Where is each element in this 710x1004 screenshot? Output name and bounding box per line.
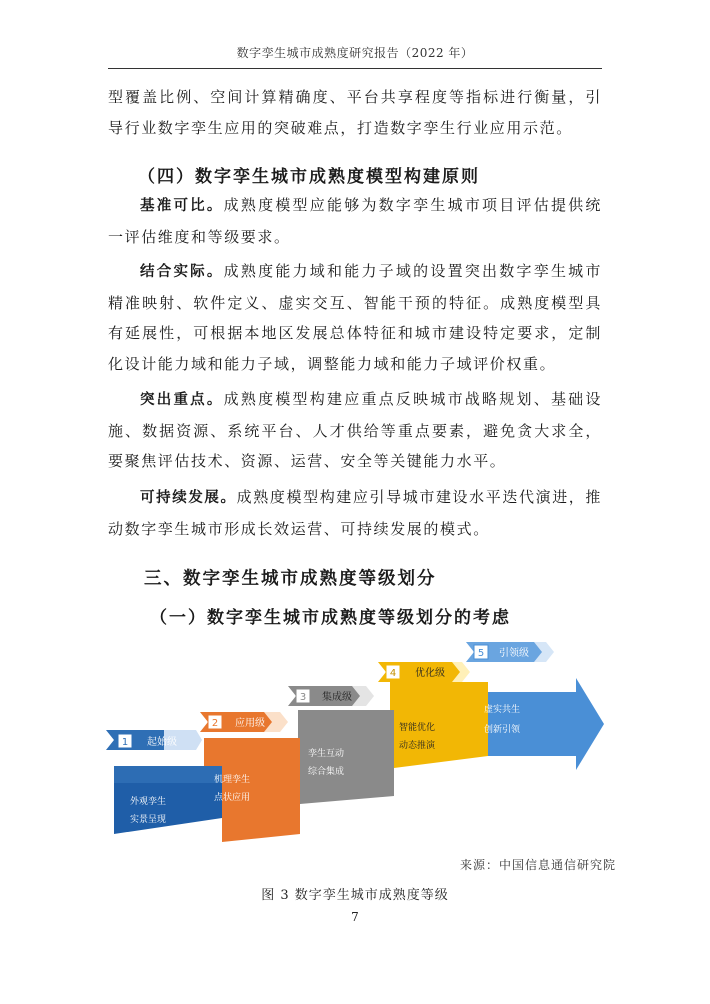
level-2-number: 2	[211, 718, 219, 729]
subsection-heading: （一）数字孪生城市成熟度等级划分的考虑	[150, 608, 511, 628]
level-4-number: 4	[389, 668, 397, 679]
principle-text-2: 成熟度能力域和能力子域的设置突出数字孪生城市精准映射、软件定义、虚实交互、智能干预的特征。成熟度模型具有延展性，可根据本地区发展总体特征和城市建设特定要求，定制化设计能力域和能力子域，调整能力域和能力子域评价权重。	[108, 262, 603, 373]
level-1-desc-2: 实景呈现	[129, 815, 167, 825]
principle-lead-1: 基准可比。	[140, 198, 224, 214]
figure-source: 来源：中国信息通信研究院	[459, 858, 616, 872]
level-3-desc-1: 孪生互动	[307, 749, 345, 759]
level-5-number: 5	[477, 648, 485, 659]
staircase-svg	[104, 638, 606, 854]
level-1-name: 起始级	[147, 737, 177, 748]
level-4-step	[378, 662, 488, 768]
level-2-desc-1: 机理孪生	[213, 775, 251, 785]
principle-paragraph-1	[108, 190, 602, 252]
section-heading-4: （四）数字孪生城市成熟度模型构建原则	[138, 167, 480, 187]
level-3-number: 3	[299, 692, 307, 703]
intro-paragraph: 型覆盖比例、空间计算精确度、平台共享程度等指标进行衡量，引导行业数字孪生应用的突破难点，打造数字孪生行业应用示范。	[108, 88, 602, 137]
principle-text-1: 成熟度模型应能够为数字孪生城市项目评估提供统一评估维度和等级要求。	[108, 196, 603, 246]
level-3-desc-2: 综合集成	[307, 767, 345, 777]
principle-lead-4: 可持续发展。	[140, 490, 237, 506]
principle-paragraph-2	[108, 256, 602, 379]
principle-lead-2: 结合实际。	[140, 264, 224, 280]
level-2-name: 应用级	[235, 718, 265, 729]
level-3-name: 集成级	[322, 692, 352, 703]
principle-paragraph-3	[108, 384, 602, 477]
page-number: 7	[351, 910, 359, 924]
level-5-name: 引领级	[499, 648, 529, 659]
header-rule	[108, 68, 602, 69]
level-5-desc-2: 创新引领	[483, 725, 521, 735]
maturity-level-staircase-figure	[104, 638, 606, 854]
level-4-desc-1: 智能优化	[398, 723, 436, 733]
section-heading-3: 三、数字孪生城市成熟度等级划分	[144, 569, 437, 589]
level-2-step	[200, 712, 300, 842]
level-2-desc-2: 点状应用	[213, 793, 251, 803]
level-1-number: 1	[121, 737, 129, 748]
level-4-desc-2: 动态推演	[398, 741, 436, 751]
figure-caption: 图 3 数字孪生城市成熟度等级	[261, 888, 449, 903]
running-header: 数字孪生城市成熟度研究报告（2022 年）	[236, 46, 474, 60]
level-4-name: 优化级	[415, 668, 445, 679]
principle-lead-3: 突出重点。	[140, 392, 224, 408]
principle-paragraph-4	[108, 482, 602, 544]
principle-text-3: 成熟度模型构建应重点反映城市战略规划、基础设施、数据资源、系统平台、人才供给等重点要素，避免贪大求全，要聚焦评估技术、资源、运营、安全等关键能力水平。	[108, 390, 603, 470]
level-1-desc-1: 外观孪生	[129, 797, 167, 807]
level-3-step	[288, 686, 394, 804]
level-5-desc-1: 虚实共生	[483, 705, 521, 715]
principle-text-4: 成熟度模型构建应引导城市建设水平迭代演进，推动数字孪生城市形成长效运营、可持续发展的模式。	[108, 488, 603, 538]
